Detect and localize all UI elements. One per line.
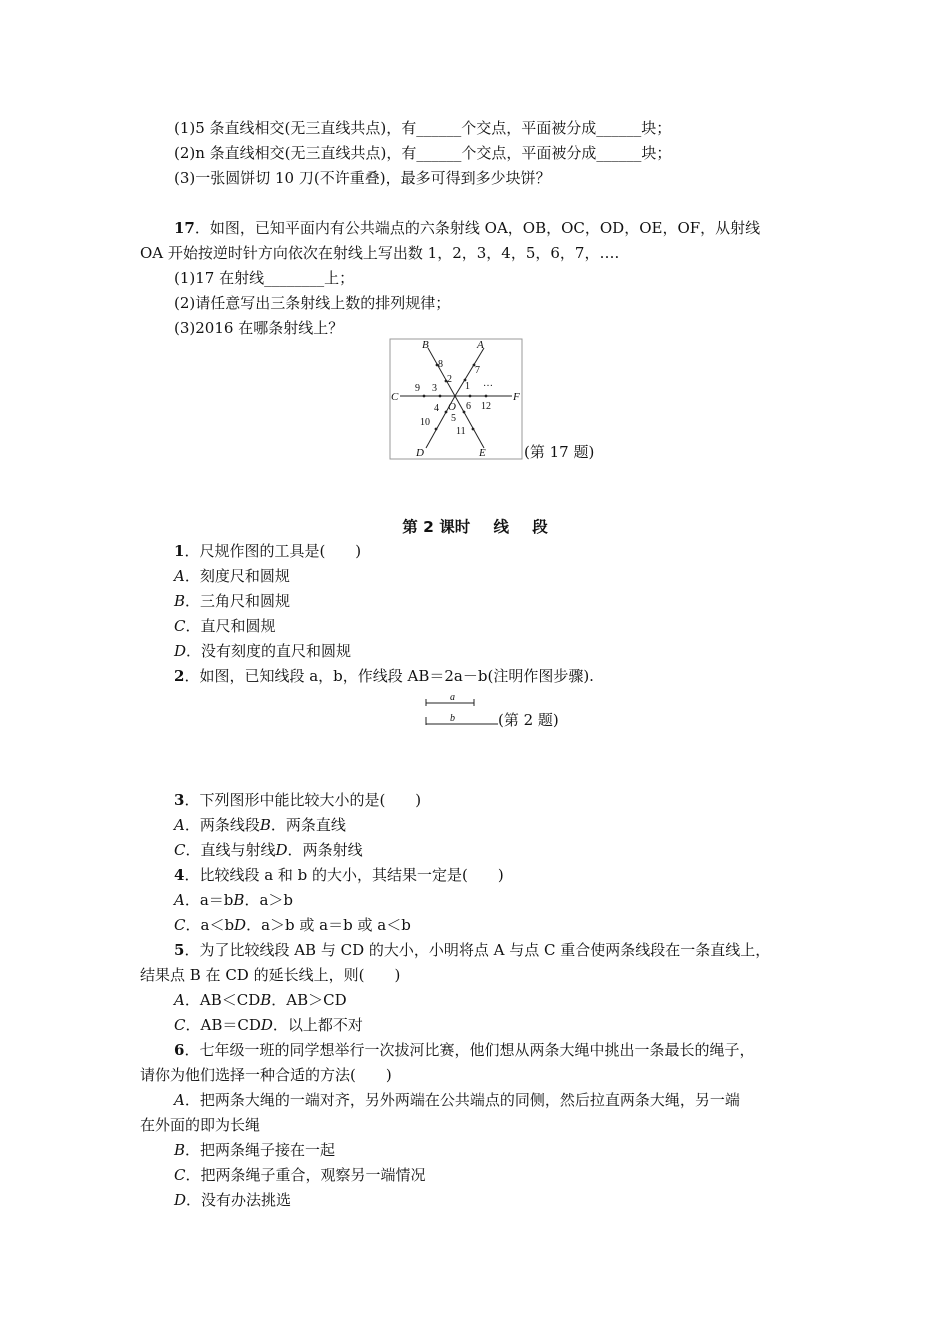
q1-option-c: C．直尺和圆规 [174, 617, 276, 635]
q2-stem-text: ．如图，已知线段 a，b，作线段 AB＝2a－b(注明作图步骤). [184, 667, 594, 685]
q4-stem-text: ．比较线段 a 和 b 的大小，其结果一定是( ) [184, 866, 504, 884]
q6-number: 6 [174, 1041, 185, 1059]
q4-stem [174, 865, 504, 885]
q16-part3: (3)一张圆饼切 10 刀(不许重叠)，最多可得到多少块饼？ [174, 169, 551, 187]
label-C: C [391, 391, 399, 403]
q5-stem-line1 [174, 940, 770, 960]
section-title-char1: 线 [493, 518, 510, 536]
q5-stem-text1: ．为了比较线段 AB 与 CD 的大小，小明将点 A 与点 C 重合使两条线段在一条直线上， [184, 941, 771, 959]
q17-stem-line1 [174, 218, 760, 238]
q5-options-ab: A．AB＜CDB．AB＞CD [174, 991, 347, 1009]
q3-stem [174, 790, 421, 810]
num-3: 3 [432, 383, 437, 394]
q3-options-ab: A．两条线段B．两条直线 [174, 816, 346, 834]
section-title-lesson: 第 2 课时 [402, 518, 471, 536]
num-12: 12 [481, 401, 491, 412]
label-b: b [450, 713, 455, 724]
q2-figure-caption: (第 2 题) [498, 711, 559, 729]
section-title [0, 516, 950, 538]
q1-stem [174, 541, 361, 561]
label-E: E [479, 447, 486, 459]
q6-option-c: C．把两条绳子重合，观察另一端情况 [174, 1166, 426, 1184]
q1-option-b: B．三角尺和圆规 [174, 592, 291, 610]
q17-part2: (2)请任意写出三条射线上数的排列规律； [174, 294, 451, 312]
q6-option-a-line2: 在外面的即为长绳 [140, 1116, 261, 1134]
q3-stem-text: ．下列图形中能比较大小的是( ) [184, 791, 422, 809]
q6-stem-line1 [174, 1040, 754, 1060]
label-O: O [448, 401, 456, 413]
q1-option-d: D．没有刻度的直尺和圆规 [174, 642, 352, 660]
q17-part3: (3)2016 在哪条射线上？ [174, 319, 344, 337]
q4-options-cd: C．a＜bD．a＞b 或 a＝b 或 a＜b [174, 916, 411, 934]
q6-stem-text1: ．七年级一班的同学想举行一次拔河比赛，他们想从两条大绳中挑出一条最长的绳子， [184, 1041, 755, 1059]
q2-number: 2 [174, 667, 185, 685]
num-10: 10 [420, 417, 430, 428]
num-9: 9 [415, 383, 420, 394]
q2-stem [174, 666, 594, 686]
label-D: D [416, 447, 424, 459]
label-a: a [450, 692, 455, 703]
q1-stem-text: ．尺规作图的工具是( ) [184, 542, 362, 560]
q3-number: 3 [174, 791, 185, 809]
num-8: 8 [438, 359, 443, 370]
num-5: 5 [451, 413, 456, 424]
label-B: B [422, 339, 429, 351]
num-11: 11 [456, 426, 466, 437]
q1-number: 1 [174, 542, 185, 560]
q1-option-a: A．刻度尺和圆规 [174, 567, 290, 585]
num-1: 1 [465, 381, 470, 392]
q16-part1: (1)5 条直线相交(无三直线共点)，有______个交点，平面被分成______块； [174, 119, 672, 137]
q6-option-b: B．把两条绳子接在一起 [174, 1141, 336, 1159]
q6-option-a-line1: A．把两条大绳的一端对齐，另外两端在公共端点的同侧，然后拉直两条大绳，另一端 [174, 1091, 740, 1109]
q5-stem-line2: 结果点 B 在 CD 的延长线上，则( ) [140, 966, 401, 984]
q17-part1: (1)17 在射线________上； [174, 269, 355, 287]
q2-segments-figure [424, 691, 500, 727]
q16-part2: (2)n 条直线相交(无三直线共点)，有______个交点，平面被分成______块； [174, 144, 672, 162]
q6-stem-line2: 请你为他们选择一种合适的方法( ) [140, 1066, 392, 1084]
q3-options-cd: C．直线与射线D．两条射线 [174, 841, 363, 859]
q17-rays-figure [388, 338, 524, 460]
num-2: 2 [447, 374, 452, 385]
q5-options-cd: C．AB＝CDD．以上都不对 [174, 1016, 363, 1034]
q17-stem-line2: OA 开始按逆时针方向依次在射线上写出数 1，2，3，4，5，6，7，…. [140, 244, 620, 262]
section-title-char2: 段 [532, 518, 548, 536]
num-7: 7 [475, 365, 480, 376]
label-F: F [513, 391, 520, 403]
q6-option-d: D．没有办法挑选 [174, 1191, 292, 1209]
q17-figure-caption: (第 17 题) [524, 443, 595, 461]
num-ellipsis: … [483, 378, 493, 389]
q17-number: 17 [174, 219, 195, 237]
label-A: A [477, 339, 484, 351]
q5-number: 5 [174, 941, 185, 959]
num-4: 4 [434, 403, 439, 414]
q4-options-ab: A．a＝bB．a＞b [174, 891, 293, 909]
num-6: 6 [466, 401, 471, 412]
q17-stem-text1: ．如图，已知平面内有公共端点的六条射线 OA，OB，OC，OD，OE，OF，从射线 [194, 219, 761, 237]
q4-number: 4 [174, 866, 185, 884]
